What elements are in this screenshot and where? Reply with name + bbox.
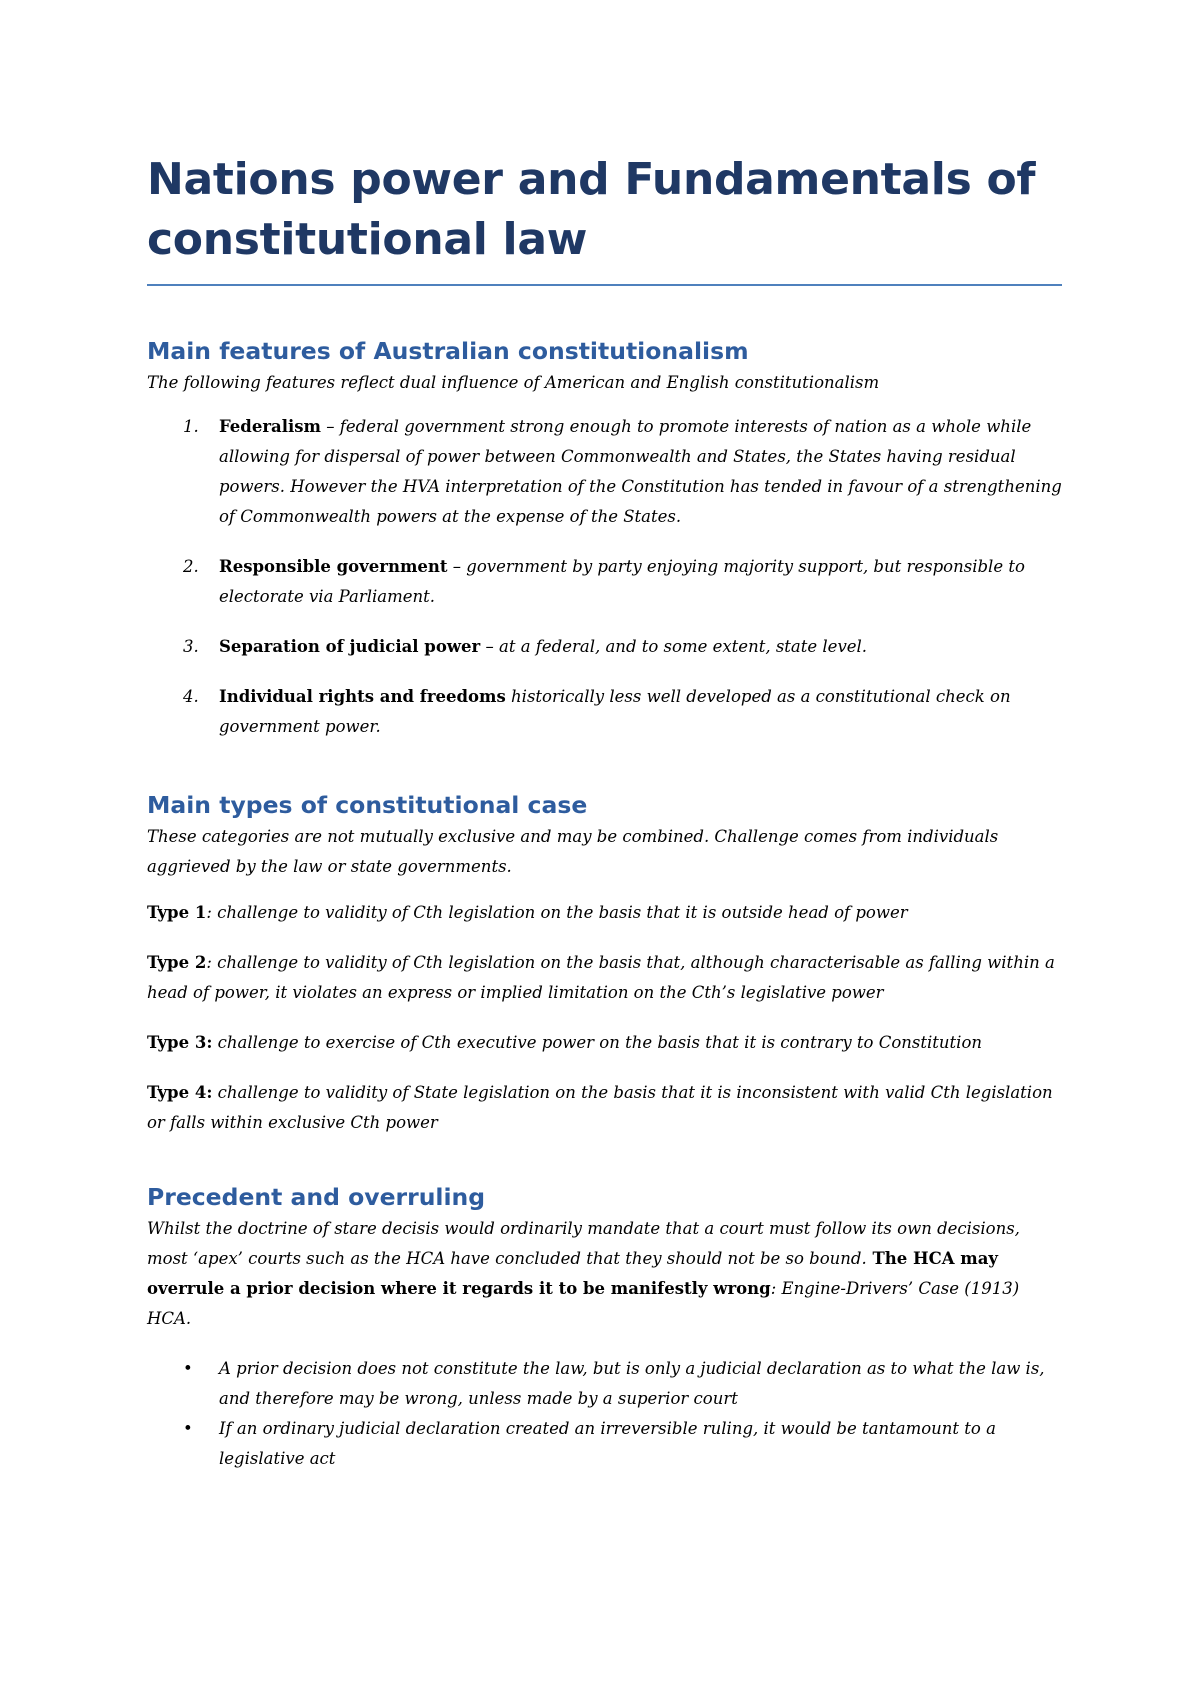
list-item [147, 682, 1062, 742]
page-title: Nations power and Fundamentals of constitutional law [147, 150, 1062, 286]
list-number: 1. [183, 417, 199, 436]
feature-description: historically less well developed as a constitutional check on government power. [219, 687, 1011, 736]
case-type-label: Type 3: [147, 1033, 213, 1052]
case-type-label: Type 1 [147, 903, 207, 922]
feature-term: Responsible government [219, 557, 448, 576]
case-type-description: challenge to validity of State legislation on the basis that it is inconsistent with valid Cth legislation or falls within exclusive Cth power [147, 1083, 1053, 1132]
feature-description: – federal government strong enough to promote interests of nation as a whole while allowing for dispersal of power between Commonwealth and States, the States having residual powers. However the HVA interpretation of the Constitution has tended in favour of a strengthening of Commonwealth powers at the expense of the States. [219, 417, 1062, 526]
bullet-text: A prior decision does not constitute the law, but is only a judicial declaration as to what the law is, and therefore may be wrong, unless made by a superior court [219, 1359, 1045, 1408]
case-type-description: challenge to exercise of Cth executive power on the basis that it is contrary to Constitution [212, 1033, 983, 1052]
case-type-separator: : [206, 903, 212, 922]
case-type-label: Type 4: [147, 1083, 213, 1102]
features-list [147, 412, 1062, 742]
list-item [147, 412, 1062, 532]
case-type-paragraph [147, 898, 1062, 928]
section-intro-precedent [147, 1214, 1062, 1334]
case-type-paragraph [147, 1078, 1062, 1138]
feature-description: – at a federal, and to some extent, state level. [480, 637, 868, 656]
case-type-paragraph [147, 948, 1062, 1008]
list-item [147, 632, 1062, 662]
bullet-icon: • [183, 1419, 193, 1438]
document-content [147, 150, 1062, 1474]
precedent-bullet-list [147, 1354, 1062, 1474]
section-heading-case-types: Main types of constitutional case [147, 791, 588, 819]
bullet-icon: • [183, 1359, 193, 1378]
section-intro-features: The following features reflect dual influence of American and English constitutionalism [147, 373, 880, 392]
list-item [147, 552, 1062, 612]
case-type-label: Type 2 [147, 953, 207, 972]
case-citation: : Engine-Drivers’ Case (1913) HCA. [147, 1279, 1020, 1328]
precedent-intro-text: Whilst the doctrine of stare decisis would ordinarily mandate that a court must follow its own decisions, most ‘apex’ courts such as the HCA have concluded that they should not be so bound. [147, 1219, 1020, 1268]
feature-description: – government by party enjoying majority support, but responsible to electorate via Parliament. [219, 557, 1025, 606]
feature-term: Federalism [219, 417, 322, 436]
list-number: 3. [183, 637, 199, 656]
section-heading-features: Main features of Australian constitutionalism [147, 337, 749, 365]
list-item [147, 1414, 1062, 1474]
case-type-separator: : [206, 953, 212, 972]
bullet-text: If an ordinary judicial declaration created an irreversible ruling, it would be tantamount to a legislative act [219, 1419, 996, 1468]
section-intro-case-types: These categories are not mutually exclusive and may be combined. Challenge comes from individuals aggrieved by the law or state governments. [147, 827, 999, 876]
precedent-rule: The HCA may overrule a prior decision where it regards it to be manifestly wrong [147, 1249, 999, 1298]
list-item [147, 1354, 1062, 1414]
list-number: 4. [183, 687, 199, 706]
case-type-description: challenge to validity of Cth legislation on the basis that it is outside head of power [211, 903, 908, 922]
section-heading-precedent: Precedent and overruling [147, 1183, 486, 1211]
feature-term: Individual rights and freedoms [219, 687, 506, 706]
feature-term: Separation of judicial power [219, 637, 481, 656]
case-type-paragraph [147, 1028, 1062, 1058]
case-type-description: challenge to validity of Cth legislation on the basis that, although characterisable as falling within a head of power, it violates an express or implied limitation on the Cth’s legislative power [147, 953, 1055, 1002]
list-number: 2. [183, 557, 199, 576]
